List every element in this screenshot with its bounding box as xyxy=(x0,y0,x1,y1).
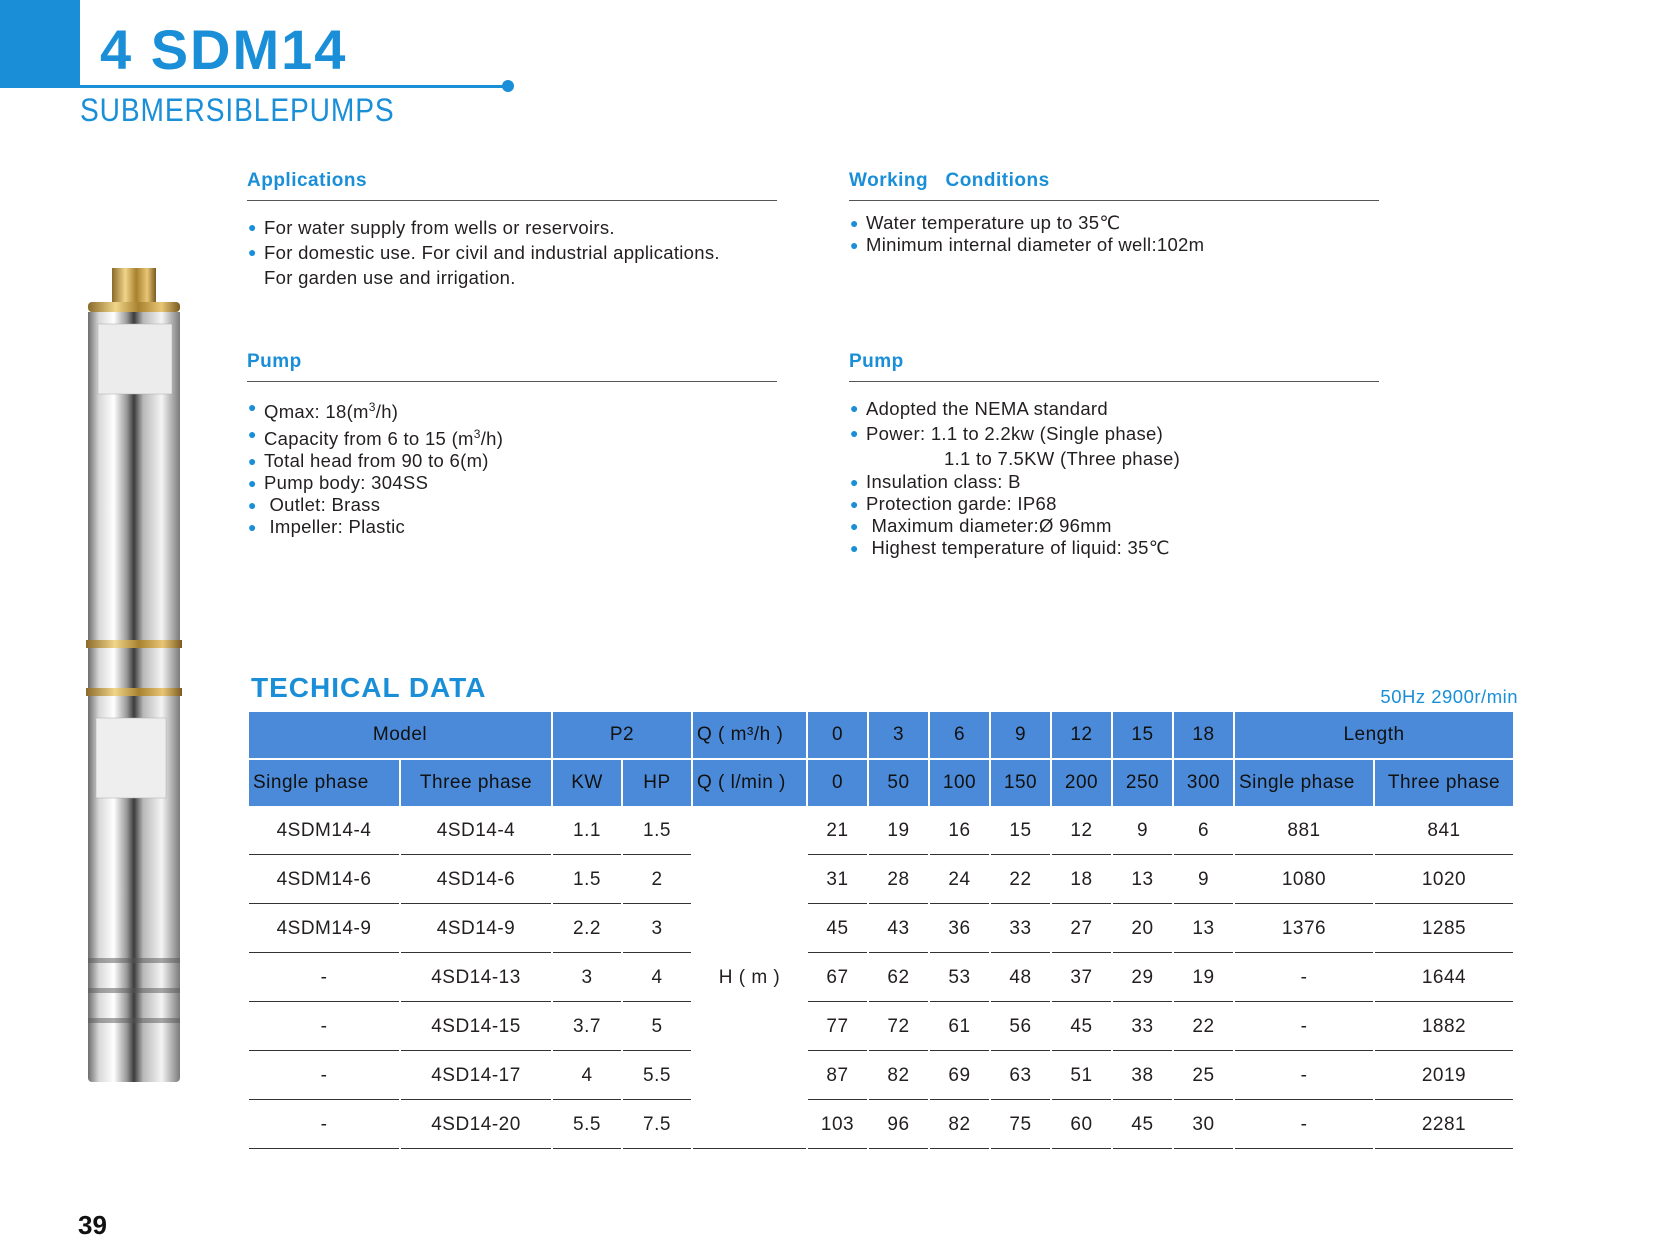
model-single-cell: 4SDM14-9 xyxy=(249,906,399,953)
kw-cell: 5.5 xyxy=(553,1102,621,1149)
model-single-cell: - xyxy=(249,1004,399,1051)
head-value-cell: 27 xyxy=(1052,906,1111,953)
bullet-icon: ● xyxy=(248,244,257,260)
page-number: 39 xyxy=(78,1210,107,1240)
page-subtitle: SUBMERSIBLEPUMPS xyxy=(80,92,395,128)
model-three-cell: 4SD14-15 xyxy=(401,1004,551,1051)
kw-cell: 4 xyxy=(553,1053,621,1100)
head-value-cell: 13 xyxy=(1174,906,1233,953)
table-row xyxy=(249,906,1513,953)
header-p2: P2 xyxy=(553,712,691,758)
kw-cell: 2.2 xyxy=(553,906,621,953)
header-length-single: Single phase xyxy=(1235,760,1373,806)
head-value-cell: 96 xyxy=(869,1102,928,1149)
bullet-icon: ● xyxy=(850,474,859,490)
motor-spec-item: ● Highest temperature of liquid: 35℃ xyxy=(850,537,1170,558)
head-value-cell: 25 xyxy=(1174,1053,1233,1100)
pump-spec-item: ● Total head from 90 to 6(m) xyxy=(248,450,489,472)
title-underline xyxy=(80,85,510,88)
head-value-cell: 103 xyxy=(808,1102,867,1149)
head-value-cell: 31 xyxy=(808,857,867,904)
hp-cell: 2 xyxy=(623,857,691,904)
head-value-cell: 30 xyxy=(1174,1102,1233,1149)
header-q-value: 50 xyxy=(869,760,928,806)
head-value-cell: 67 xyxy=(808,955,867,1002)
bullet-icon: ● xyxy=(850,496,859,512)
working-conditions-section xyxy=(849,170,1379,256)
technical-data-frequency: 50Hz 2900r/min xyxy=(1380,686,1518,707)
table-header-row-1 xyxy=(249,712,1513,758)
applications-item: For garden use and irrigation. xyxy=(264,267,516,288)
length-single-cell: 1080 xyxy=(1235,857,1373,904)
header-q-value: 18 xyxy=(1174,712,1233,758)
head-label-cell: H ( m ) xyxy=(693,808,806,1149)
length-three-cell: 2281 xyxy=(1375,1102,1513,1149)
head-value-cell: 22 xyxy=(1174,1004,1233,1051)
header-q-value: 0 xyxy=(808,760,867,806)
head-value-cell: 43 xyxy=(869,906,928,953)
header-q-value: 6 xyxy=(930,712,989,758)
applications-heading: Applications xyxy=(247,170,777,201)
length-three-cell: 1644 xyxy=(1375,955,1513,1002)
bullet-icon: ● xyxy=(850,215,859,231)
head-value-cell: 51 xyxy=(1052,1053,1111,1100)
length-single-cell: - xyxy=(1235,1102,1373,1149)
header-three-phase: Three phase xyxy=(401,760,551,806)
kw-cell: 1.1 xyxy=(553,808,621,855)
head-value-cell: 18 xyxy=(1052,857,1111,904)
motor-spec-item: ● Adopted the NEMA standard xyxy=(850,398,1108,419)
head-value-cell: 33 xyxy=(1113,1004,1172,1051)
header-q-value: 15 xyxy=(1113,712,1172,758)
head-value-cell: 22 xyxy=(991,857,1050,904)
model-three-cell: 4SD14-17 xyxy=(401,1053,551,1100)
head-value-cell: 24 xyxy=(930,857,989,904)
length-three-cell: 1285 xyxy=(1375,906,1513,953)
motor-spec-item: 1.1 to 7.5KW (Three phase) xyxy=(944,448,1181,469)
length-single-cell: - xyxy=(1235,1004,1373,1051)
pump-product-image xyxy=(84,268,184,1086)
header-q-value: 0 xyxy=(808,712,867,758)
length-three-cell: 2019 xyxy=(1375,1053,1513,1100)
head-value-cell: 45 xyxy=(808,906,867,953)
head-value-cell: 60 xyxy=(1052,1102,1111,1149)
hp-cell: 4 xyxy=(623,955,691,1002)
motor-spec-item: ● Maximum diameter:Ø 96mm xyxy=(850,515,1112,536)
length-single-cell: - xyxy=(1235,955,1373,1002)
header-kw: KW xyxy=(553,760,621,806)
pump-spec-item: ● Impeller: Plastic xyxy=(248,516,406,538)
table-row xyxy=(249,1102,1513,1149)
length-single-cell: - xyxy=(1235,1053,1373,1100)
head-value-cell: 61 xyxy=(930,1004,989,1051)
model-single-cell: - xyxy=(249,1102,399,1149)
head-value-cell: 29 xyxy=(1113,955,1172,1002)
table-row xyxy=(249,808,1513,855)
pump-spec-capacity: ● Capacity from 6 to 15 $(m^3/h)$ xyxy=(247,423,777,450)
head-value-cell: 9 xyxy=(1174,857,1233,904)
head-value-cell: 19 xyxy=(1174,955,1233,1002)
header-q-value: 250 xyxy=(1113,760,1172,806)
corner-accent-block xyxy=(0,0,80,88)
bullet-icon: ● xyxy=(248,219,257,235)
head-value-cell: 9 xyxy=(1113,808,1172,855)
applications-item: ● For water supply from wells or reservoirs. xyxy=(248,217,615,238)
title-underline-dot xyxy=(502,80,514,92)
bullet-icon: ● xyxy=(850,425,859,441)
head-value-cell: 53 xyxy=(930,955,989,1002)
bullet-icon: ● xyxy=(850,400,859,416)
header-length-three: Three phase xyxy=(1375,760,1513,806)
model-single-cell: - xyxy=(249,955,399,1002)
table-row xyxy=(249,1004,1513,1051)
model-three-cell: 4SD14-13 xyxy=(401,955,551,1002)
head-value-cell: 45 xyxy=(1113,1102,1172,1149)
head-value-cell: 38 xyxy=(1113,1053,1172,1100)
head-value-cell: 62 xyxy=(869,955,928,1002)
hp-cell: 7.5 xyxy=(623,1102,691,1149)
page-title: 4 SDM14 xyxy=(100,18,348,81)
head-value-cell: 20 xyxy=(1113,906,1172,953)
model-single-cell: 4SDM14-6 xyxy=(249,857,399,904)
head-value-cell: 19 xyxy=(869,808,928,855)
hp-cell: 1.5 xyxy=(623,808,691,855)
applications-section xyxy=(247,170,777,290)
working-conditions-item: ● Minimum internal diameter of well:102m xyxy=(850,234,1205,255)
head-value-cell: 15 xyxy=(991,808,1050,855)
head-value-cell: 56 xyxy=(991,1004,1050,1051)
bullet-icon: ● xyxy=(248,497,257,514)
header-q-value: 200 xyxy=(1052,760,1111,806)
head-value-cell: 28 xyxy=(869,857,928,904)
working-conditions-heading: Working Conditions xyxy=(849,170,1379,201)
kw-cell: 3 xyxy=(553,955,621,1002)
head-value-cell: 21 xyxy=(808,808,867,855)
length-three-cell: 1882 xyxy=(1375,1004,1513,1051)
bullet-icon: ● xyxy=(248,475,257,492)
header-single-phase: Single phase xyxy=(249,760,399,806)
header-hp: HP xyxy=(623,760,691,806)
bullet-icon: ● xyxy=(248,453,257,470)
model-single-cell: - xyxy=(249,1053,399,1100)
head-value-cell: 12 xyxy=(1052,808,1111,855)
header-q-value: 12 xyxy=(1052,712,1111,758)
table-header-row-2 xyxy=(249,760,1513,806)
head-value-cell: 37 xyxy=(1052,955,1111,1002)
bullet-icon: ● xyxy=(850,237,859,253)
head-value-cell: 13 xyxy=(1113,857,1172,904)
header-q-value: 3 xyxy=(869,712,928,758)
technical-data-title: TECHICAL DATA xyxy=(251,672,487,703)
hp-cell: 5 xyxy=(623,1004,691,1051)
header-q-value: 9 xyxy=(991,712,1050,758)
working-conditions-item: ● Water temperature up to 35℃ xyxy=(850,212,1121,233)
bullet-icon: ● xyxy=(850,540,859,556)
header-q-value: 100 xyxy=(930,760,989,806)
head-value-cell: 16 xyxy=(930,808,989,855)
motor-specs-section xyxy=(849,351,1379,559)
header-q-value: 300 xyxy=(1174,760,1233,806)
pump-specs-heading: Pump xyxy=(247,351,777,382)
head-value-cell: 48 xyxy=(991,955,1050,1002)
hp-cell: 3 xyxy=(623,906,691,953)
model-three-cell: 4SD14-6 xyxy=(401,857,551,904)
motor-spec-item: ● Power: 1.1 to 2.2kw (Single phase) xyxy=(850,423,1164,444)
motor-spec-item: ● Protection garde: IP68 xyxy=(850,493,1057,514)
header-q-value: 150 xyxy=(991,760,1050,806)
header-q-m3h: Q ( m³/h ) xyxy=(693,712,806,758)
applications-item: ● For domestic use. For civil and industrial applications. xyxy=(248,242,720,263)
head-value-cell: 33 xyxy=(991,906,1050,953)
head-value-cell: 72 xyxy=(869,1004,928,1051)
technical-data-table xyxy=(247,710,1515,1151)
bullet-icon: ● xyxy=(248,399,257,415)
head-value-cell: 77 xyxy=(808,1004,867,1051)
kw-cell: 3.7 xyxy=(553,1004,621,1051)
head-value-cell: 87 xyxy=(808,1053,867,1100)
model-three-cell: 4SD14-9 xyxy=(401,906,551,953)
head-value-cell: 82 xyxy=(869,1053,928,1100)
pump-specs-section xyxy=(247,351,777,538)
head-value-cell: 75 xyxy=(991,1102,1050,1149)
length-three-cell: 841 xyxy=(1375,808,1513,855)
table-row xyxy=(249,1053,1513,1100)
pump-spec-qmax: ● Qmax: $18(m^3/h)$ xyxy=(247,396,777,423)
length-single-cell: 1376 xyxy=(1235,906,1373,953)
model-three-cell: 4SD14-20 xyxy=(401,1102,551,1149)
header-q-lmin: Q ( l/min ) xyxy=(693,760,806,806)
table-row xyxy=(249,955,1513,1002)
hp-cell: 5.5 xyxy=(623,1053,691,1100)
head-value-cell: 6 xyxy=(1174,808,1233,855)
pump-spec-item: ● Outlet: Brass xyxy=(248,494,381,516)
motor-spec-item: ● Insulation class: B xyxy=(850,471,1021,492)
bullet-icon: ● xyxy=(248,426,257,443)
head-value-cell: 69 xyxy=(930,1053,989,1100)
kw-cell: 1.5 xyxy=(553,857,621,904)
head-value-cell: 82 xyxy=(930,1102,989,1149)
bullet-icon: ● xyxy=(248,519,257,536)
head-value-cell: 36 xyxy=(930,906,989,953)
model-three-cell: 4SD14-4 xyxy=(401,808,551,855)
head-value-cell: 45 xyxy=(1052,1004,1111,1051)
bullet-icon: ● xyxy=(850,518,859,534)
model-single-cell: 4SDM14-4 xyxy=(249,808,399,855)
length-three-cell: 1020 xyxy=(1375,857,1513,904)
head-value-cell: 63 xyxy=(991,1053,1050,1100)
pump-spec-item: ● Pump body: 304SS xyxy=(248,472,429,494)
header-length: Length xyxy=(1235,712,1513,758)
length-single-cell: 881 xyxy=(1235,808,1373,855)
header-model: Model xyxy=(249,712,551,758)
motor-specs-heading: Pump xyxy=(849,351,1379,382)
table-row xyxy=(249,857,1513,904)
